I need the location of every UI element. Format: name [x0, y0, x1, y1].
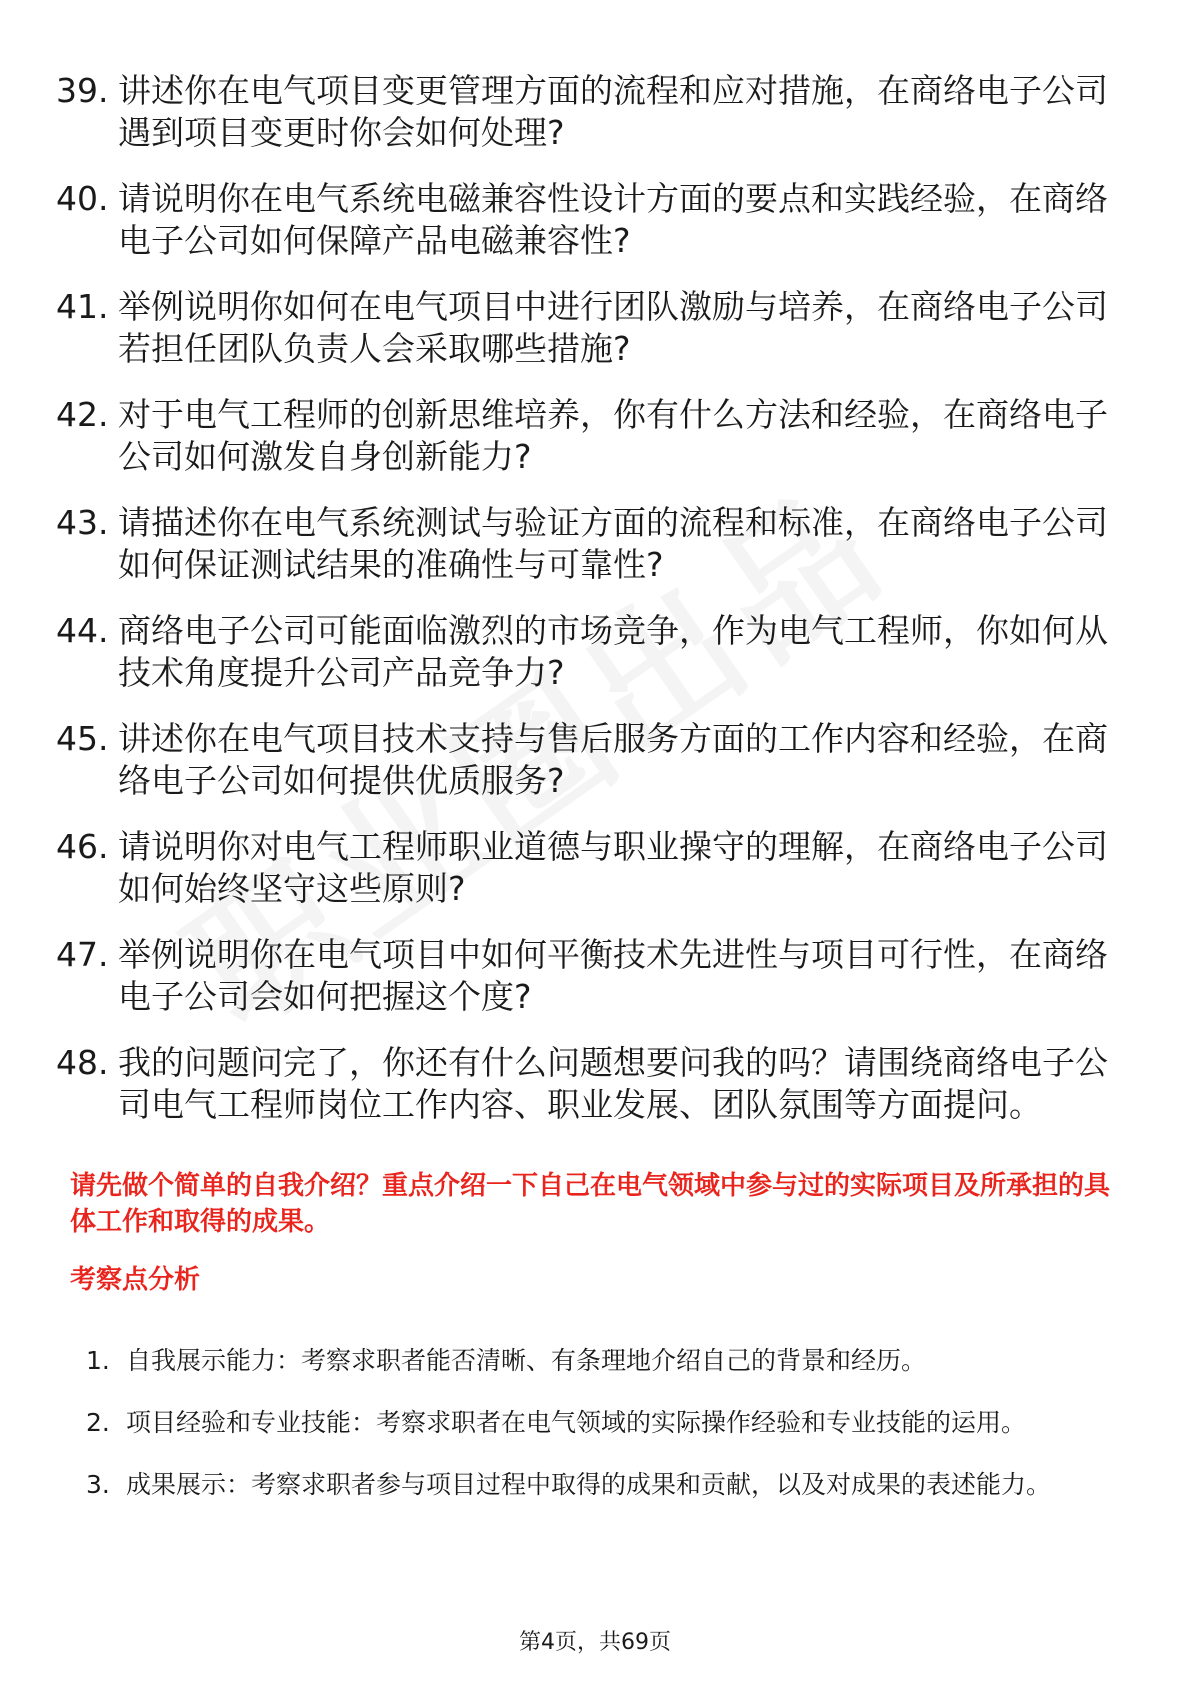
question-text: 商络电子公司可能面临激烈的市场竞争，作为电气工程师，你如何从技术角度提升公司产品竞争力? — [118, 611, 1108, 692]
question-number: 46. — [56, 827, 109, 866]
question-text: 对于电气工程师的创新思维培养，你有什么方法和经验，在商络电子公司如何激发自身创新能力? — [118, 395, 1108, 476]
question-number: 39. — [56, 71, 109, 110]
point-text: 自我展示能力：考察求职者能否清晰、有条理地介绍自己的背景和经历。 — [126, 1346, 927, 1375]
point-number: 2. — [86, 1408, 110, 1437]
question-number: 48. — [56, 1043, 109, 1082]
question-text: 举例说明你如何在电气项目中进行团队激励与培养，在商络电子公司若担任团队负责人会采取哪些措施? — [118, 287, 1108, 368]
question-text: 请说明你对电气工程师职业道德与职业操守的理解，在商络电子公司如何始终坚守这些原则? — [118, 827, 1108, 908]
question-item — [56, 502, 1116, 586]
question-number: 41. — [56, 287, 109, 326]
question-item — [56, 1042, 1116, 1126]
question-item — [56, 178, 1116, 262]
question-item — [56, 610, 1116, 694]
question-number: 44. — [56, 611, 109, 650]
question-text: 讲述你在电气项目技术支持与售后服务方面的工作内容和经验，在商络电子公司如何提供优质服务? — [118, 719, 1108, 800]
question-number: 40. — [56, 179, 109, 218]
highlight-question: 请先做个简单的自我介绍？重点介绍一下自己在电气领域中参与过的实际项目及所承担的具体工作和取得的成果。 — [70, 1171, 1111, 1237]
question-number: 45. — [56, 719, 109, 758]
question-text: 讲述你在电气项目变更管理方面的流程和应对措施，在商络电子公司遇到项目变更时你会如何处理? — [118, 71, 1108, 152]
question-text: 我的问题问完了，你还有什么问题想要问我的吗？请围绕商络电子公司电气工程师岗位工作内容、职业发展、团队氛围等方面提问。 — [118, 1043, 1108, 1124]
analysis-point — [86, 1456, 1116, 1514]
point-number: 3. — [86, 1470, 110, 1499]
question-number: 47. — [56, 935, 109, 974]
question-item — [56, 70, 1116, 154]
point-text: 项目经验和专业技能：考察求职者在电气领域的实际操作经验和专业技能的运用。 — [126, 1408, 1027, 1437]
question-number: 43. — [56, 503, 109, 542]
question-number: 42. — [56, 395, 109, 434]
question-text: 请描述你在电气系统测试与验证方面的流程和标准，在商络电子公司如何保证测试结果的准确性与可靠性? — [118, 503, 1108, 584]
question-text: 请说明你在电气系统电磁兼容性设计方面的要点和实践经验，在商络电子公司如何保障产品电磁兼容性? — [118, 179, 1108, 260]
question-item — [56, 934, 1116, 1018]
question-item — [56, 826, 1116, 910]
analysis-title: 考察点分析 — [70, 1265, 201, 1295]
question-item — [56, 394, 1116, 478]
point-number: 1. — [86, 1346, 110, 1375]
question-item — [56, 286, 1116, 370]
question-text: 举例说明你在电气项目中如何平衡技术先进性与项目可行性，在商络电子公司会如何把握这个度? — [118, 935, 1108, 1016]
page-footer: 第4页，共69页 — [519, 1630, 671, 1655]
analysis-point — [86, 1394, 1116, 1452]
question-list — [56, 70, 1116, 1150]
question-item — [56, 718, 1116, 802]
point-text: 成果展示：考察求职者参与项目过程中取得的成果和贡献，以及对成果的表述能力。 — [126, 1470, 1052, 1499]
analysis-point-list — [86, 1332, 1116, 1518]
analysis-point — [86, 1332, 1116, 1390]
